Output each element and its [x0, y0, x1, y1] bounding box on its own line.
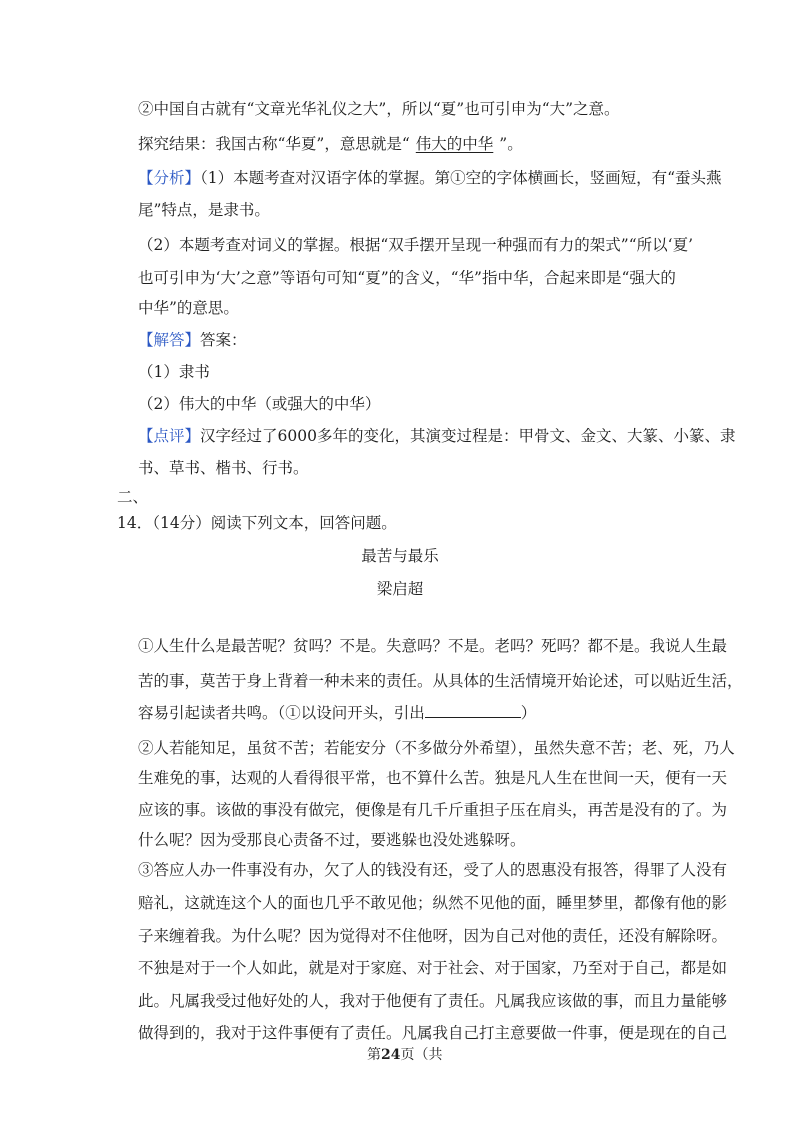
- page-number: 24: [381, 1047, 401, 1063]
- para-2-line-4: 什么呢？因为受那良心责备不过，要逃躲也没处逃躲呀。: [138, 831, 526, 849]
- footer-prefix: 第: [367, 1047, 381, 1063]
- page-footer: [367, 1044, 442, 1066]
- fill-in-blank[interactable]: [425, 703, 521, 718]
- intro-line-2-suffix: ”。: [499, 135, 523, 153]
- analysis-line-5: 中华”的意思。: [138, 299, 239, 317]
- para-1-line-1: ①人生什么是最苦呢？贫吗？不是。失意吗？不是。老吗？死吗？都不是。我说人生最: [138, 637, 728, 655]
- footer-suffix: 页（共: [400, 1047, 443, 1063]
- analysis-tag: 【分析】: [138, 169, 201, 187]
- intro-line-2-prefix: 探究结果：我国古称“华夏”，意思就是“: [138, 135, 410, 153]
- para-2-line-2: 生难免的事，达观的人看得很平常，也不算什么苦。独是凡人生在世间一天，便有一天: [138, 769, 728, 787]
- comment-line-1: [138, 425, 735, 447]
- para-3-line-5: 此。凡属我受过他好处的人，我对于他便有了责任。凡属我应该做的事，而且力量能够: [138, 992, 728, 1010]
- para-1-line-3-text: 容易引起读者共鸣。（①以设问开头，引出: [138, 704, 425, 722]
- intro-line-1: ②中国自古就有“文章光华礼仪之大”，所以“夏”也可引申为“大”之意。: [138, 100, 620, 118]
- analysis-line-3: （2）本题考查对词义的掌握。根据“双手摆开呈现一种强而有力的架式”“所以‘夏’: [138, 236, 693, 254]
- comment-line-2: 书、草书、楷书、行书。: [138, 459, 309, 477]
- para-2-line-1: ②人若能知足，虽贫不苦；若能安分（不多做分外希望），虽然失意不苦；老、死，乃人: [138, 739, 735, 757]
- article-author: 梁启超: [376, 580, 424, 598]
- analysis-line-2: 尾”特点，是隶书。: [138, 201, 270, 219]
- para-3-line-1: ③答应人办一件事没有办，欠了人的钱没有还，受了人的恩惠没有报答，得罪了人没有: [138, 861, 728, 879]
- answer-item-1: （1）隶书: [138, 363, 210, 381]
- answer-item-2: （2）伟大的中华（或强大的中华）: [138, 395, 381, 413]
- intro-line-2: [138, 133, 523, 155]
- comment-tag: 【点评】: [138, 427, 201, 445]
- para-1-line-3-close: ）: [520, 704, 537, 722]
- section-number: 二、: [117, 488, 149, 506]
- question-14: 14．（14分）阅读下列文本，回答问题。: [117, 514, 397, 532]
- research-result-answer: 伟大的中华: [415, 135, 494, 153]
- para-2-line-3: 应该的事。该做的事没有做完，便像是有几千斤重担子压在肩头，再苦是没有的了。为: [138, 801, 728, 819]
- para-3-line-2: 赔礼，这就连这个人的面也几乎不敢见他；纵然不见他的面，睡里梦里，都像有他的影: [138, 894, 728, 912]
- answer-tag: 【解答】: [138, 331, 201, 349]
- comment-text-1: 汉字经过了6000多年的变化，其演变过程是：甲骨文、金文、大篆、小篆、隶: [200, 427, 736, 445]
- analysis-text-1: （1）本题考查对汉语字体的掌握。第①空的字体横画长，竖画短，有“蚕头燕: [200, 169, 722, 187]
- para-3-line-3: 子来缠着我。为什么呢？因为觉得对不住他呀，因为自己对他的责任，还没有解除呀。: [138, 927, 728, 945]
- analysis-line-4: 也可引申为‘大’之意”等语句可知“夏”的含义，“华”指中华，合起来即是“强大的: [138, 269, 676, 287]
- analysis-line-1: [138, 167, 722, 189]
- para-1-line-2: 苦的事，莫苦于身上背着一种未来的责任。从具体的生活情境开始论述，可以贴近生活，: [138, 672, 743, 690]
- answer-line-head: [138, 329, 247, 351]
- para-3-line-6: 做得到的，我对于这件事便有了责任。凡属我自己打主意要做一件事，便是现在的自己: [138, 1024, 728, 1042]
- para-3-line-4: 不独是对于一个人如此，就是对于家庭、对于社会、对于国家，乃至对于自己，都是如: [138, 959, 728, 977]
- answer-head: 答案：: [200, 331, 247, 349]
- para-1-line-3: [138, 702, 536, 724]
- article-title: 最苦与最乐: [361, 547, 439, 565]
